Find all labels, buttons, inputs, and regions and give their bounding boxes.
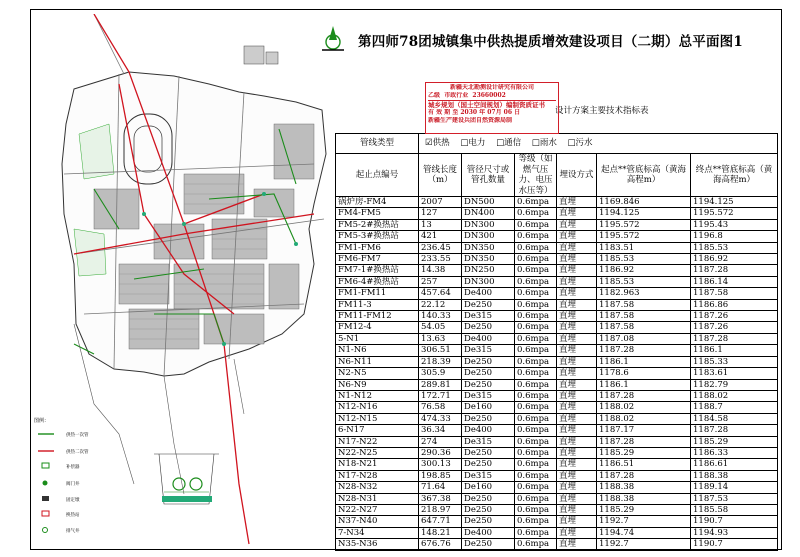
cell-laying: 直埋 [557, 459, 597, 470]
table-row [336, 402, 778, 413]
cell-grade: 0.6mpa [515, 345, 557, 356]
site-plan-map [34, 14, 330, 548]
cell-end-elevation: 1188.02 [691, 390, 778, 401]
cell-end-elevation: 1189.14 [691, 482, 778, 493]
pipe-section-detail [154, 454, 219, 504]
header-laying: 埋设方式 [557, 154, 597, 197]
cell-grade: 0.6mpa [515, 459, 557, 470]
cell-diameter: DN500 [462, 197, 515, 208]
cell-laying: 直埋 [557, 311, 597, 322]
cell-grade: 0.6mpa [515, 322, 557, 333]
cell-segment: N18-N21 [336, 459, 419, 470]
table-row [336, 368, 778, 379]
cell-diameter: De250 [462, 493, 515, 504]
table-row [336, 265, 778, 276]
cell-diameter: De400 [462, 333, 515, 344]
cell-end-elevation: 1187.26 [691, 311, 778, 322]
cell-segment: FM11-FM12 [336, 311, 419, 322]
cell-length: 289.81 [419, 379, 462, 390]
stamp-certificate: 城乡规划（国土空间规划）编制资质证书 [428, 101, 545, 109]
cell-segment: N37-N40 [336, 516, 419, 527]
table-row [336, 231, 778, 242]
cell-length: 457.64 [419, 288, 462, 299]
table-row [336, 447, 778, 458]
cell-start-elevation: 1188.38 [597, 493, 691, 504]
header-start-elevation: 起点**管底标高（黄海高程m） [597, 154, 691, 197]
cell-diameter: De400 [462, 425, 515, 436]
cell-laying: 直埋 [557, 254, 597, 265]
cell-start-elevation: 1186.92 [597, 265, 691, 276]
pipe-type-options [419, 134, 778, 154]
cell-start-elevation: 1187.58 [597, 311, 691, 322]
legend [34, 417, 89, 534]
cell-start-elevation: 1187.17 [597, 425, 691, 436]
table-row [336, 345, 778, 356]
option-rain[interactable]: □雨水 [531, 138, 557, 149]
cell-laying: 直埋 [557, 276, 597, 287]
cell-length: 198.85 [419, 470, 462, 481]
cell-end-elevation: 1185.29 [691, 436, 778, 447]
cell-length: 421 [419, 231, 462, 242]
cell-end-elevation: 1187.53 [691, 493, 778, 504]
cell-length: 13.63 [419, 333, 462, 344]
cell-diameter: De250 [462, 539, 515, 550]
table-row [336, 197, 778, 208]
cell-start-elevation: 1185.29 [597, 447, 691, 458]
cell-laying: 直埋 [557, 413, 597, 424]
cell-diameter: DN250 [462, 265, 515, 276]
cell-segment: FM6-FM7 [336, 254, 419, 265]
cell-segment: N22-N27 [336, 504, 419, 515]
cell-diameter: De315 [462, 470, 515, 481]
cell-diameter: De160 [462, 482, 515, 493]
cell-end-elevation: 1185.53 [691, 242, 778, 253]
cell-end-elevation: 1186.86 [691, 299, 778, 310]
cell-segment: FM11-3 [336, 299, 419, 310]
cell-laying: 直埋 [557, 447, 597, 458]
cell-grade: 0.6mpa [515, 379, 557, 390]
cell-laying: 直埋 [557, 516, 597, 527]
cell-laying: 直埋 [557, 470, 597, 481]
table-row [336, 539, 778, 550]
cell-diameter: De250 [462, 447, 515, 458]
cell-diameter: De160 [462, 402, 515, 413]
cell-end-elevation: 1194.93 [691, 527, 778, 538]
cell-length: 140.33 [419, 311, 462, 322]
cell-laying: 直埋 [557, 299, 597, 310]
cell-start-elevation: 1194.74 [597, 527, 691, 538]
cell-length: 233.55 [419, 254, 462, 265]
cell-length: 22.12 [419, 299, 462, 310]
cell-segment: N17-N28 [336, 470, 419, 481]
cell-length: 218.39 [419, 356, 462, 367]
table-row [336, 322, 778, 333]
table-row [336, 459, 778, 470]
cell-start-elevation: 1194.125 [597, 208, 691, 219]
cell-end-elevation: 1183.61 [691, 368, 778, 379]
cell-laying: 直埋 [557, 493, 597, 504]
cell-segment: FM1-FM11 [336, 288, 419, 299]
table-row [336, 482, 778, 493]
table-row [336, 470, 778, 481]
table-row [336, 413, 778, 424]
table-row [336, 516, 778, 527]
stamp-validity: 有 效 期 至 2030 年 07月 06 日 [428, 109, 521, 116]
cell-segment: N1-N12 [336, 390, 419, 401]
cell-start-elevation: 1187.58 [597, 322, 691, 333]
table-row [336, 276, 778, 287]
cell-start-elevation: 1187.28 [597, 345, 691, 356]
cell-segment: N6-N11 [336, 356, 419, 367]
table-row [336, 436, 778, 447]
cell-start-elevation: 1187.58 [597, 299, 691, 310]
cell-length: 36.34 [419, 425, 462, 436]
cell-start-elevation: 1192.7 [597, 539, 691, 550]
cell-diameter: De315 [462, 345, 515, 356]
cell-diameter: De315 [462, 390, 515, 401]
qualification-stamp [425, 82, 559, 134]
cell-grade: 0.6mpa [515, 413, 557, 424]
legend-label-2: 补偿器 [66, 465, 80, 470]
cell-laying: 直埋 [557, 265, 597, 276]
cell-segment: N12-N15 [336, 413, 419, 424]
cell-laying: 直埋 [557, 208, 597, 219]
cell-start-elevation: 1188.02 [597, 413, 691, 424]
cell-segment: FM12-4 [336, 322, 419, 333]
cell-grade: 0.6mpa [515, 219, 557, 230]
cell-segment: N17-N22 [336, 436, 419, 447]
cell-diameter: DN400 [462, 208, 515, 219]
cell-end-elevation: 1187.26 [691, 322, 778, 333]
cell-diameter: DN300 [462, 276, 515, 287]
cell-end-elevation: 1187.58 [691, 288, 778, 299]
cell-start-elevation: 1185.53 [597, 254, 691, 265]
cell-diameter: De250 [462, 459, 515, 470]
cell-grade: 0.6mpa [515, 470, 557, 481]
legend-label-6: 排气井 [66, 529, 80, 534]
cell-length: 148.21 [419, 527, 462, 538]
cell-end-elevation: 1184.58 [691, 413, 778, 424]
cell-length: 71.64 [419, 482, 462, 493]
table-row [336, 493, 778, 504]
stamp-grade-row: 乙级 市政行业 23660002 [428, 92, 556, 101]
table-row [336, 288, 778, 299]
cell-laying: 直埋 [557, 402, 597, 413]
cell-laying: 直埋 [557, 504, 597, 515]
cell-start-elevation: 1185.53 [597, 276, 691, 287]
cell-start-elevation: 1186.1 [597, 356, 691, 367]
cell-laying: 直埋 [557, 288, 597, 299]
cell-diameter: De400 [462, 527, 515, 538]
cell-start-elevation: 1178.6 [597, 368, 691, 379]
cell-end-elevation: 1186.14 [691, 276, 778, 287]
header-segment: 起止点编号 [336, 154, 419, 197]
option-sewage[interactable]: □污水 [567, 138, 593, 149]
cell-start-elevation: 1186.51 [597, 459, 691, 470]
cell-segment: N12-N16 [336, 402, 419, 413]
cell-laying: 直埋 [557, 219, 597, 230]
cell-grade: 0.6mpa [515, 368, 557, 379]
cell-end-elevation: 1195.43 [691, 219, 778, 230]
cell-start-elevation: 1185.29 [597, 504, 691, 515]
cell-end-elevation: 1186.92 [691, 254, 778, 265]
technical-index-table [335, 103, 777, 551]
cell-length: 474.33 [419, 413, 462, 424]
cell-segment: 7-N34 [336, 527, 419, 538]
header-grade: 等级（如燃气压力、电压水压等） [515, 154, 557, 197]
cell-length: 218.97 [419, 504, 462, 515]
cell-end-elevation: 1187.28 [691, 265, 778, 276]
cell-grade: 0.6mpa [515, 425, 557, 436]
option-heating[interactable]: ☑供热 [425, 138, 450, 149]
cell-laying: 直埋 [557, 379, 597, 390]
cell-grade: 0.6mpa [515, 493, 557, 504]
cell-laying: 直埋 [557, 231, 597, 242]
option-power[interactable]: □电力 [460, 138, 486, 149]
cell-diameter: DN300 [462, 219, 515, 230]
site-plan-drawing [34, 14, 330, 548]
cell-length: 76.58 [419, 402, 462, 413]
legend-anchor-icon [42, 496, 49, 501]
table-row [336, 311, 778, 322]
cell-end-elevation: 1188.7 [691, 402, 778, 413]
header-end-elevation: 终点**管底标高（黄海高程m） [691, 154, 778, 197]
cell-diameter: De250 [462, 368, 515, 379]
cell-grade: 0.6mpa [515, 231, 557, 242]
cell-length: 306.51 [419, 345, 462, 356]
cell-segment: N28-N32 [336, 482, 419, 493]
cell-start-elevation: 1188.02 [597, 402, 691, 413]
legend-vent-icon [43, 528, 48, 533]
cell-laying: 直埋 [557, 197, 597, 208]
header-length: 管线长度（m） [419, 154, 462, 197]
cell-diameter: De250 [462, 299, 515, 310]
cell-segment: N2-N5 [336, 368, 419, 379]
cell-start-elevation: 1169.846 [597, 197, 691, 208]
cell-diameter: De250 [462, 413, 515, 424]
cell-grade: 0.6mpa [515, 197, 557, 208]
table-row [336, 390, 778, 401]
legend-label-0: 供热一次管 [66, 433, 89, 438]
cell-grade: 0.6mpa [515, 527, 557, 538]
cell-laying: 直埋 [557, 242, 597, 253]
cell-end-elevation: 1187.28 [691, 425, 778, 436]
cell-end-elevation: 1185.33 [691, 356, 778, 367]
pipe-type-label: 管线类型 [336, 134, 419, 154]
legend-compensator-icon [42, 463, 49, 468]
cell-start-elevation: 1195.572 [597, 231, 691, 242]
cell-diameter: DN300 [462, 231, 515, 242]
cell-segment: N28-N31 [336, 493, 419, 504]
cell-laying: 直埋 [557, 527, 597, 538]
cell-grade: 0.6mpa [515, 242, 557, 253]
cell-end-elevation: 1194.125 [691, 197, 778, 208]
cell-length: 172.71 [419, 390, 462, 401]
cell-grade: 0.6mpa [515, 504, 557, 515]
cell-grade: 0.6mpa [515, 447, 557, 458]
cell-length: 367.38 [419, 493, 462, 504]
stamp-issuer: 新疆生产建设兵团自然资源局制 [428, 117, 513, 124]
cell-segment: FM5-2#换热站 [336, 219, 419, 230]
cell-diameter: De250 [462, 516, 515, 527]
cell-end-elevation: 1186.33 [691, 447, 778, 458]
cell-length: 676.76 [419, 539, 462, 550]
cell-grade: 0.6mpa [515, 356, 557, 367]
legend-label-4: 固定墩 [66, 498, 80, 503]
cell-segment: N1-N6 [336, 345, 419, 356]
cell-start-elevation: 1192.7 [597, 516, 691, 527]
option-telecom[interactable]: □通信 [496, 138, 522, 149]
page-title: 第四师78团城镇集中供热提质增效建设项目（二期）总平面图1 [358, 34, 743, 50]
cell-length: 257 [419, 276, 462, 287]
cell-end-elevation: 1190.7 [691, 539, 778, 550]
header-diameter: 管径尺寸或管孔数量 [462, 154, 515, 197]
cell-end-elevation: 1196.8 [691, 231, 778, 242]
cell-length: 2007 [419, 197, 462, 208]
table-row [336, 356, 778, 367]
table-row [336, 425, 778, 436]
cell-diameter: DN350 [462, 242, 515, 253]
cell-diameter: De250 [462, 322, 515, 333]
cell-start-elevation: 1186.1 [597, 379, 691, 390]
cell-laying: 直埋 [557, 356, 597, 367]
legend-valve-icon [43, 481, 48, 486]
table-row [336, 379, 778, 390]
cell-length: 300.13 [419, 459, 462, 470]
cell-diameter: DN350 [462, 254, 515, 265]
table-row [336, 219, 778, 230]
cell-end-elevation: 1195.572 [691, 208, 778, 219]
legend-title: 图例： [34, 418, 50, 424]
table-row [336, 527, 778, 538]
cell-grade: 0.6mpa [515, 539, 557, 550]
cell-grade: 0.6mpa [515, 299, 557, 310]
cell-length: 647.71 [419, 516, 462, 527]
cell-diameter: De315 [462, 436, 515, 447]
cell-length: 290.36 [419, 447, 462, 458]
table-row [336, 504, 778, 515]
table-title: 设计方案主要技术指标表 [555, 106, 649, 116]
title-bar [318, 24, 780, 58]
legend-label-5: 换热站 [66, 513, 80, 518]
cell-grade: 0.6mpa [515, 402, 557, 413]
cell-grade: 0.6mpa [515, 390, 557, 401]
cell-diameter: De250 [462, 504, 515, 515]
cell-start-elevation: 1187.08 [597, 333, 691, 344]
table-row [336, 254, 778, 265]
table-row [336, 242, 778, 253]
legend-label-3: 阀门井 [66, 482, 80, 487]
cell-start-elevation: 1188.38 [597, 482, 691, 493]
cell-end-elevation: 1182.79 [691, 379, 778, 390]
cell-grade: 0.6mpa [515, 276, 557, 287]
cell-end-elevation: 1190.7 [691, 516, 778, 527]
cell-segment: FM5-3#换热站 [336, 231, 419, 242]
cell-segment: FM6-4#换热站 [336, 276, 419, 287]
cell-end-elevation: 1186.61 [691, 459, 778, 470]
cell-laying: 直埋 [557, 390, 597, 401]
cell-grade: 0.6mpa [515, 333, 557, 344]
cell-grade: 0.6mpa [515, 288, 557, 299]
cell-diameter: De315 [462, 311, 515, 322]
cell-grade: 0.6mpa [515, 208, 557, 219]
table-header-row [336, 154, 778, 197]
cell-start-elevation: 1187.28 [597, 436, 691, 447]
legend-station-icon [42, 511, 49, 516]
cell-length: 13 [419, 219, 462, 230]
cell-length: 305.9 [419, 368, 462, 379]
cell-segment: 锅炉房-FM4 [336, 197, 419, 208]
cell-laying: 直埋 [557, 539, 597, 550]
cell-end-elevation: 1186.1 [691, 345, 778, 356]
cell-segment: N6-N9 [336, 379, 419, 390]
cell-laying: 直埋 [557, 345, 597, 356]
cell-grade: 0.6mpa [515, 516, 557, 527]
cell-start-elevation: 1195.572 [597, 219, 691, 230]
stamp-company: 新疆天北勘测设计研究有限公司 [449, 84, 534, 91]
cell-segment: FM4-FM5 [336, 208, 419, 219]
cell-segment: FM7-1#换热站 [336, 265, 419, 276]
cell-grade: 0.6mpa [515, 482, 557, 493]
legend-label-1: 供热二次管 [66, 450, 89, 455]
cell-diameter: De400 [462, 288, 515, 299]
cell-laying: 直埋 [557, 322, 597, 333]
cell-start-elevation: 1187.28 [597, 390, 691, 401]
table-row [336, 208, 778, 219]
cell-laying: 直埋 [557, 482, 597, 493]
cell-laying: 直埋 [557, 368, 597, 379]
cell-length: 236.45 [419, 242, 462, 253]
cell-length: 54.05 [419, 322, 462, 333]
cell-laying: 直埋 [557, 333, 597, 344]
cell-diameter: De250 [462, 356, 515, 367]
cell-grade: 0.6mpa [515, 254, 557, 265]
cell-segment: 5-N1 [336, 333, 419, 344]
cell-end-elevation: 1187.28 [691, 333, 778, 344]
cell-segment: N22-N25 [336, 447, 419, 458]
table-row [336, 333, 778, 344]
cell-segment: 6-N17 [336, 425, 419, 436]
cell-end-elevation: 1185.58 [691, 504, 778, 515]
cell-laying: 直埋 [557, 425, 597, 436]
cell-start-elevation: 1183.51 [597, 242, 691, 253]
cell-laying: 直埋 [557, 436, 597, 447]
cell-end-elevation: 1188.38 [691, 470, 778, 481]
cell-length: 127 [419, 208, 462, 219]
north-arrow-icon [318, 24, 348, 56]
cell-grade: 0.6mpa [515, 265, 557, 276]
cell-grade: 0.6mpa [515, 311, 557, 322]
cell-diameter: De250 [462, 379, 515, 390]
cell-segment: N35-N36 [336, 539, 419, 550]
cell-start-elevation: 1187.28 [597, 470, 691, 481]
cell-segment: FM1-FM6 [336, 242, 419, 253]
cell-length: 14.38 [419, 265, 462, 276]
cell-grade: 0.6mpa [515, 436, 557, 447]
table-row [336, 299, 778, 310]
cell-start-elevation: 1182.963 [597, 288, 691, 299]
cell-length: 274 [419, 436, 462, 447]
